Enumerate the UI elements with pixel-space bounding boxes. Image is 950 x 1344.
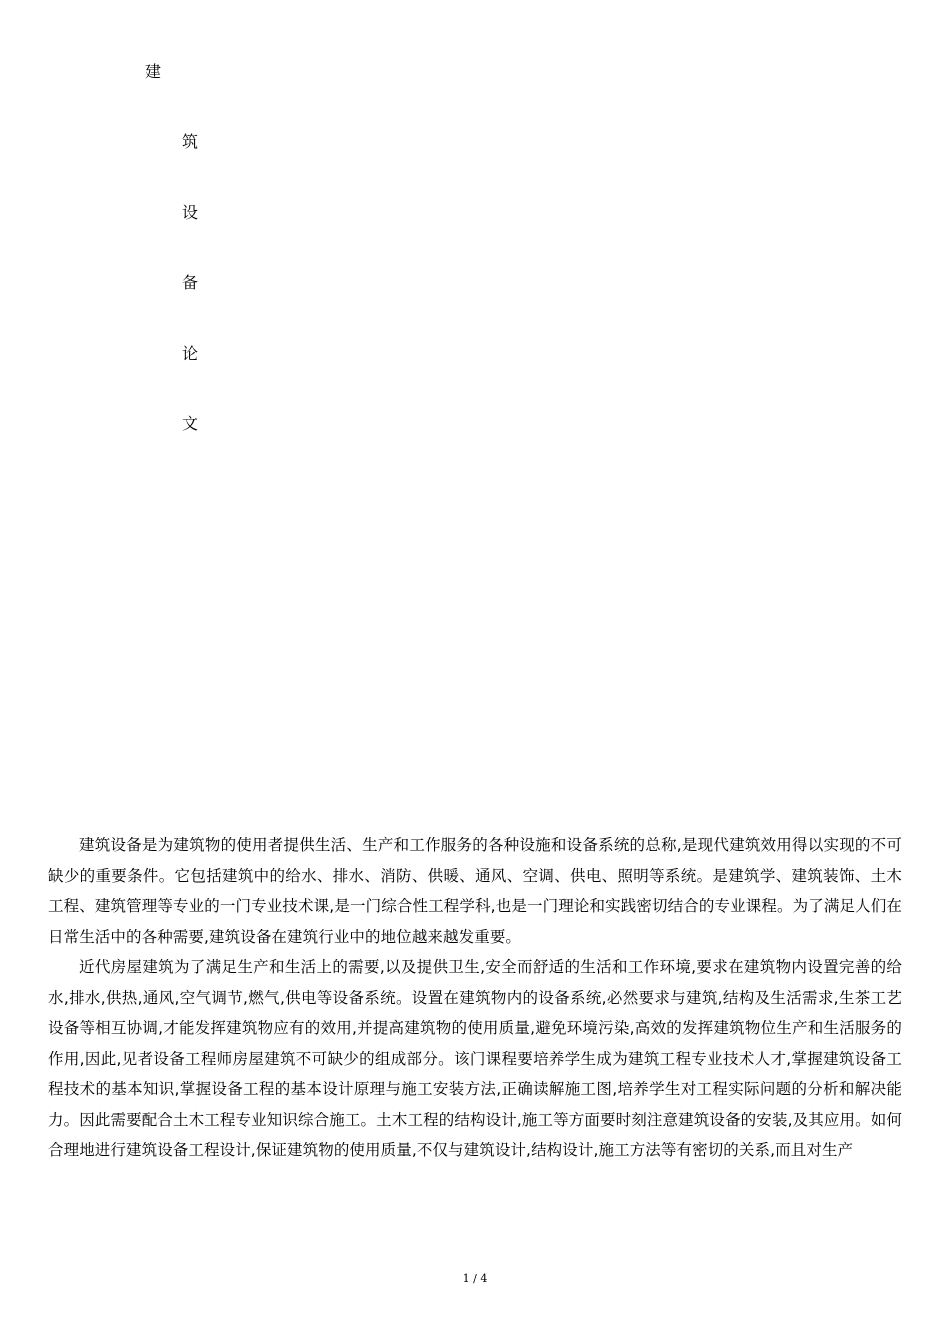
title-char-4: 备	[182, 273, 199, 292]
title-char-1: 建	[145, 62, 162, 81]
paragraph-2: 近代房屋建筑为了满足生产和生活上的需要,以及提供卫生,安全而舒适的生活和工作环境,要求在建筑物内设置完善的给水,排水,供热,通风,空气调节,燃气,供电等设备系统。设置在建筑物内的设备系统,必然要求与建筑,结构及生活需求,生茶工艺设备等相互协调,才能发挥建筑物应有的效用,并提高建筑物的使用质量,避免环境污染,高效的发挥建筑物位生产和生活服务的作用,因此,见者设备工程师房屋建筑不可缺少的组成部分。该门课程要培养学生成为建筑工程专业技术人才,掌握建筑设备工程技术的基本知识,掌握设备工程的基本设计原理与施工安装方法,正确读解施工图,培养学生对工程实际问题的分析和解决能力。因此需要配合土木工程专业知识综合施工。土木工程的结构设计,施工等方面要时刻注意建筑设备的安装,及其应用。如何合理地进行建筑设备工程设计,保证建筑物的使用质量,不仅与建筑设计,结构设计,施工方法等有密切的关系,而且对生产	[48, 958, 902, 1159]
title-char-5: 论	[182, 344, 199, 363]
page-number: 1 / 4	[462, 1272, 488, 1285]
title-char-3: 设	[182, 203, 199, 222]
paragraph-1: 建筑设备是为建筑物的使用者提供生活、生产和工作服务的各种设施和设备系统的总称,是现代建筑效用得以实现的不可缺少的重要条件。它包括建筑中的给水、排水、消防、供暖、通风、空调、供电、照明等系统。是建筑学、建筑装饰、土木工程、建筑管理等专业的一门专业技术课,是一门综合性工程学科,也是一门理论和实践密切结合的专业课程。为了满足人们在日常生活中的各种需要,建筑设备在建筑行业中的地位越来越发重要。	[48, 836, 902, 946]
title-char-6: 文	[182, 414, 199, 433]
body-text	[48, 830, 902, 1166]
title-char-2: 筑	[182, 132, 199, 151]
